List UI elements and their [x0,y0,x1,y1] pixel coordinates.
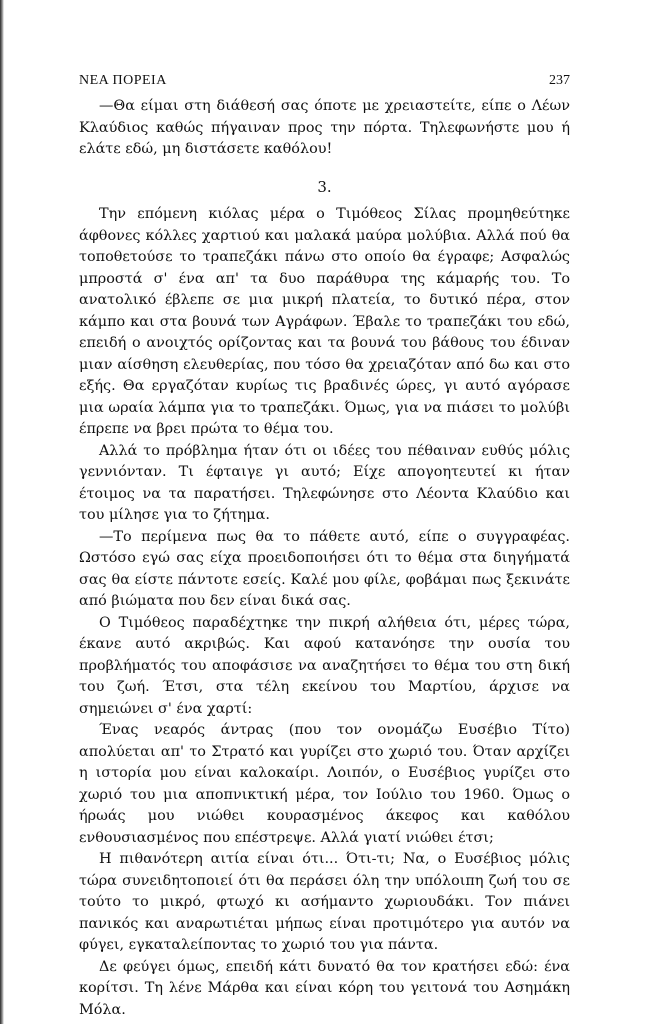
page-number: 237 [549,73,570,88]
paragraph-1: —Θα είμαι στη διάθεσή σας όποτε με χρειαστείτε, είπε ο Λέων Κλαύδιος καθώς πήγαιναν προς την πόρτα. Τηλεφωνήστε μου ή ελάτε εδώ, μη διστάσετε καθόλου! [79,98,570,157]
running-title: ΝΕΑ ΠΟΡΕΙΑ [79,73,167,88]
paragraph-7: Η πιθανότερη αιτία είναι ότι... Ότι-τι; Να, ο Ευσέβιος μόλις τώρα συνειδητοποιεί ότι θα περάσει όλη την υπόλοιπη ζωή του σε τούτο το μικρό, φτωχό κι ασήμαντο χωριουδάκι. Τον πιάνει πανικός και αναρωτιέται μήπως είναι προτιμότερο για αυτόν να φύγει, εγκαταλείποντας το χωριό του για πάντα. [79,851,570,953]
paragraph-8: Δε φεύγει όμως, επειδή κάτι δυνατό θα τον κρατήσει εδώ: ένα κορίτσι. Τη λένε Μάρθα και είναι κόρη του γειτονά του Ασημάκη Μόλα. [79,958,570,1018]
paragraph-2: Την επόμενη κιόλας μέρα ο Τιμόθεος Σίλας προμηθεύτηκε άφθονες κόλλες χαρτιού και μαλακά μαύρα μολύβια. Αλλά πού θα τοποθετούσε το τραπεζάκι πάνω στο οποίο θα έγραφε; Ασφαλώς μπροστά σ' ένα απ' τα δυο παράθυρα της κάμαρής του. Το ανατολικό έβλεπε σε μια μικρή πλατεία, το δυτικό πέρα, στον κάμπο και στα βουνά των Αγράφων. Έβαλε το τραπεζάκι του εδώ, επειδή ο ανοιχτός ορίζοντας και τα βουνά του βάθους του έδιναν μιαν αίσθηση ελευθερίας, που τόσο θα χρειαζόταν από δω και στο εξής. Θα εργαζόταν κυρίως τις βραδινές ώρες, γι αυτό αγόρασε μια ωραία λάμπα για το τραπεζάκι. Όμως, για να πιάσει το μολύβι έπρεπε να βρει πρώτα το θέμα του. [79,206,570,437]
binding-shadow [0,0,4,1024]
page-body [79,96,570,1021]
paragraph-3: Αλλά το πρόβλημα ήταν ότι οι ιδέες του πέθαιναν ευθύς μόλις γεννιόνταν. Τι έφταιγε γι αυτό; Είχε απογοητευτεί κι ήταν έτοιμος να τα παρατήσει. Τηλεφώνησε στο Λέοντα Κλαύδιο και του μίλησε για το ζήτημα. [79,442,570,523]
section-number: 3. [317,177,332,196]
page-header [79,73,570,93]
paragraph-6: Ένας νεαρός άντρας (που τον ονομάζω Ευσέβιο Τίτο) απολύεται απ' το Στρατό και γυρίζει στο χωριό του. Όταν αρχίζει η ιστορία μου είναι καλοκαίρι. Λοιπόν, ο Ευσέβιος γυρίζει στο χωριό του μια αποπνικτική μέρα, τον Ιούλιο του 1960. Όμως ο ήρωάς μου νιώθει κουρασμένος άκεφος και καθόλου ενθουσιασμένος που επέστρεψε. Αλλά γιατί νιώθει έτσι; [79,722,570,846]
paragraph-5: Ο Τιμόθεος παραδέχτηκε την πικρή αλήθεια ότι, μέρες τώρα, έκανε αυτό ακριβώς. Και αφού κατανόησε την ουσία του προβλήματός του αποφάσισε να αναζητήσει το θέμα του στη δική του ζωή. Έτσι, στα τέλη εκείνου του Μαρτίου, άρχισε να σημειώνει σ' ένα χαρτί: [79,614,570,717]
paragraph-4: —Το περίμενα πως θα το πάθετε αυτό, είπε ο συγγραφέας. Ωστόσο εγώ σας είχα προειδοποιήσει ότι το θέμα στα διηγήματά σας θα είστε πάντοτε εσείς. Καλέ μου φίλε, φοβάμαι πως ξεκινάτε από βιώματα που δεν είναι δικά σας. [79,528,570,609]
